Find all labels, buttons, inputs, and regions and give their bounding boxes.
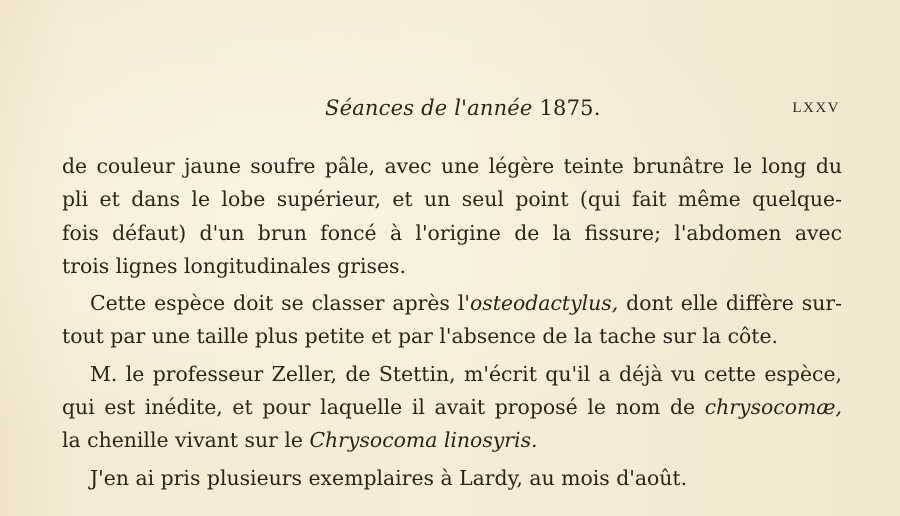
text-line — [62, 287, 842, 320]
text-line: J'en ai pris plusieurs exemplaires à Lardy, au mois d'août. — [90, 465, 688, 490]
species-name-italic: osteodactylus, — [469, 291, 619, 316]
text-line: trois lignes longitudinales grises. — [62, 253, 406, 278]
text-line: tout par une taille plus petite et par l'absence de la tache sur la côte. — [62, 324, 779, 349]
text-line: fois défaut) d'un brun foncé à l'origine de la fissure; l'abdomen avec — [62, 220, 842, 245]
running-title-text: Séances de l'année — [325, 96, 533, 120]
text-segment: la chenille vivant sur le — [62, 428, 310, 453]
text-segment: qui est inédite, et pour laquelle il avait proposé le nom de — [62, 395, 705, 420]
text-line: pli et dans le lobe supérieur, et un seul point (qui fait même quelque- — [62, 187, 842, 212]
paragraph-3 — [62, 358, 842, 458]
running-title-year: 1875. — [539, 96, 601, 120]
text-line: de couleur jaune soufre pâle, avec une légère teinte brunâtre le long du — [62, 154, 842, 178]
text-line — [62, 424, 842, 457]
paragraph-2 — [62, 287, 842, 354]
text-line — [62, 391, 842, 424]
page-number: LXXV — [792, 100, 840, 116]
species-name-italic: Chrysocoma linosyris. — [309, 428, 538, 453]
running-title — [325, 96, 601, 120]
text-line: M. le professeur Zeller, de Stettin, m'écrit qu'il a déjà vu cette espèce, — [90, 361, 842, 386]
paragraph-1 — [62, 150, 842, 283]
body-text — [62, 150, 842, 495]
text-segment: dont elle diffère sur- — [618, 291, 842, 316]
species-name-italic: chrysocomæ, — [704, 395, 842, 420]
page-header — [0, 96, 900, 126]
text-segment: Cette espèce doit se classer après l' — [90, 291, 470, 316]
paragraph-4 — [62, 462, 842, 495]
